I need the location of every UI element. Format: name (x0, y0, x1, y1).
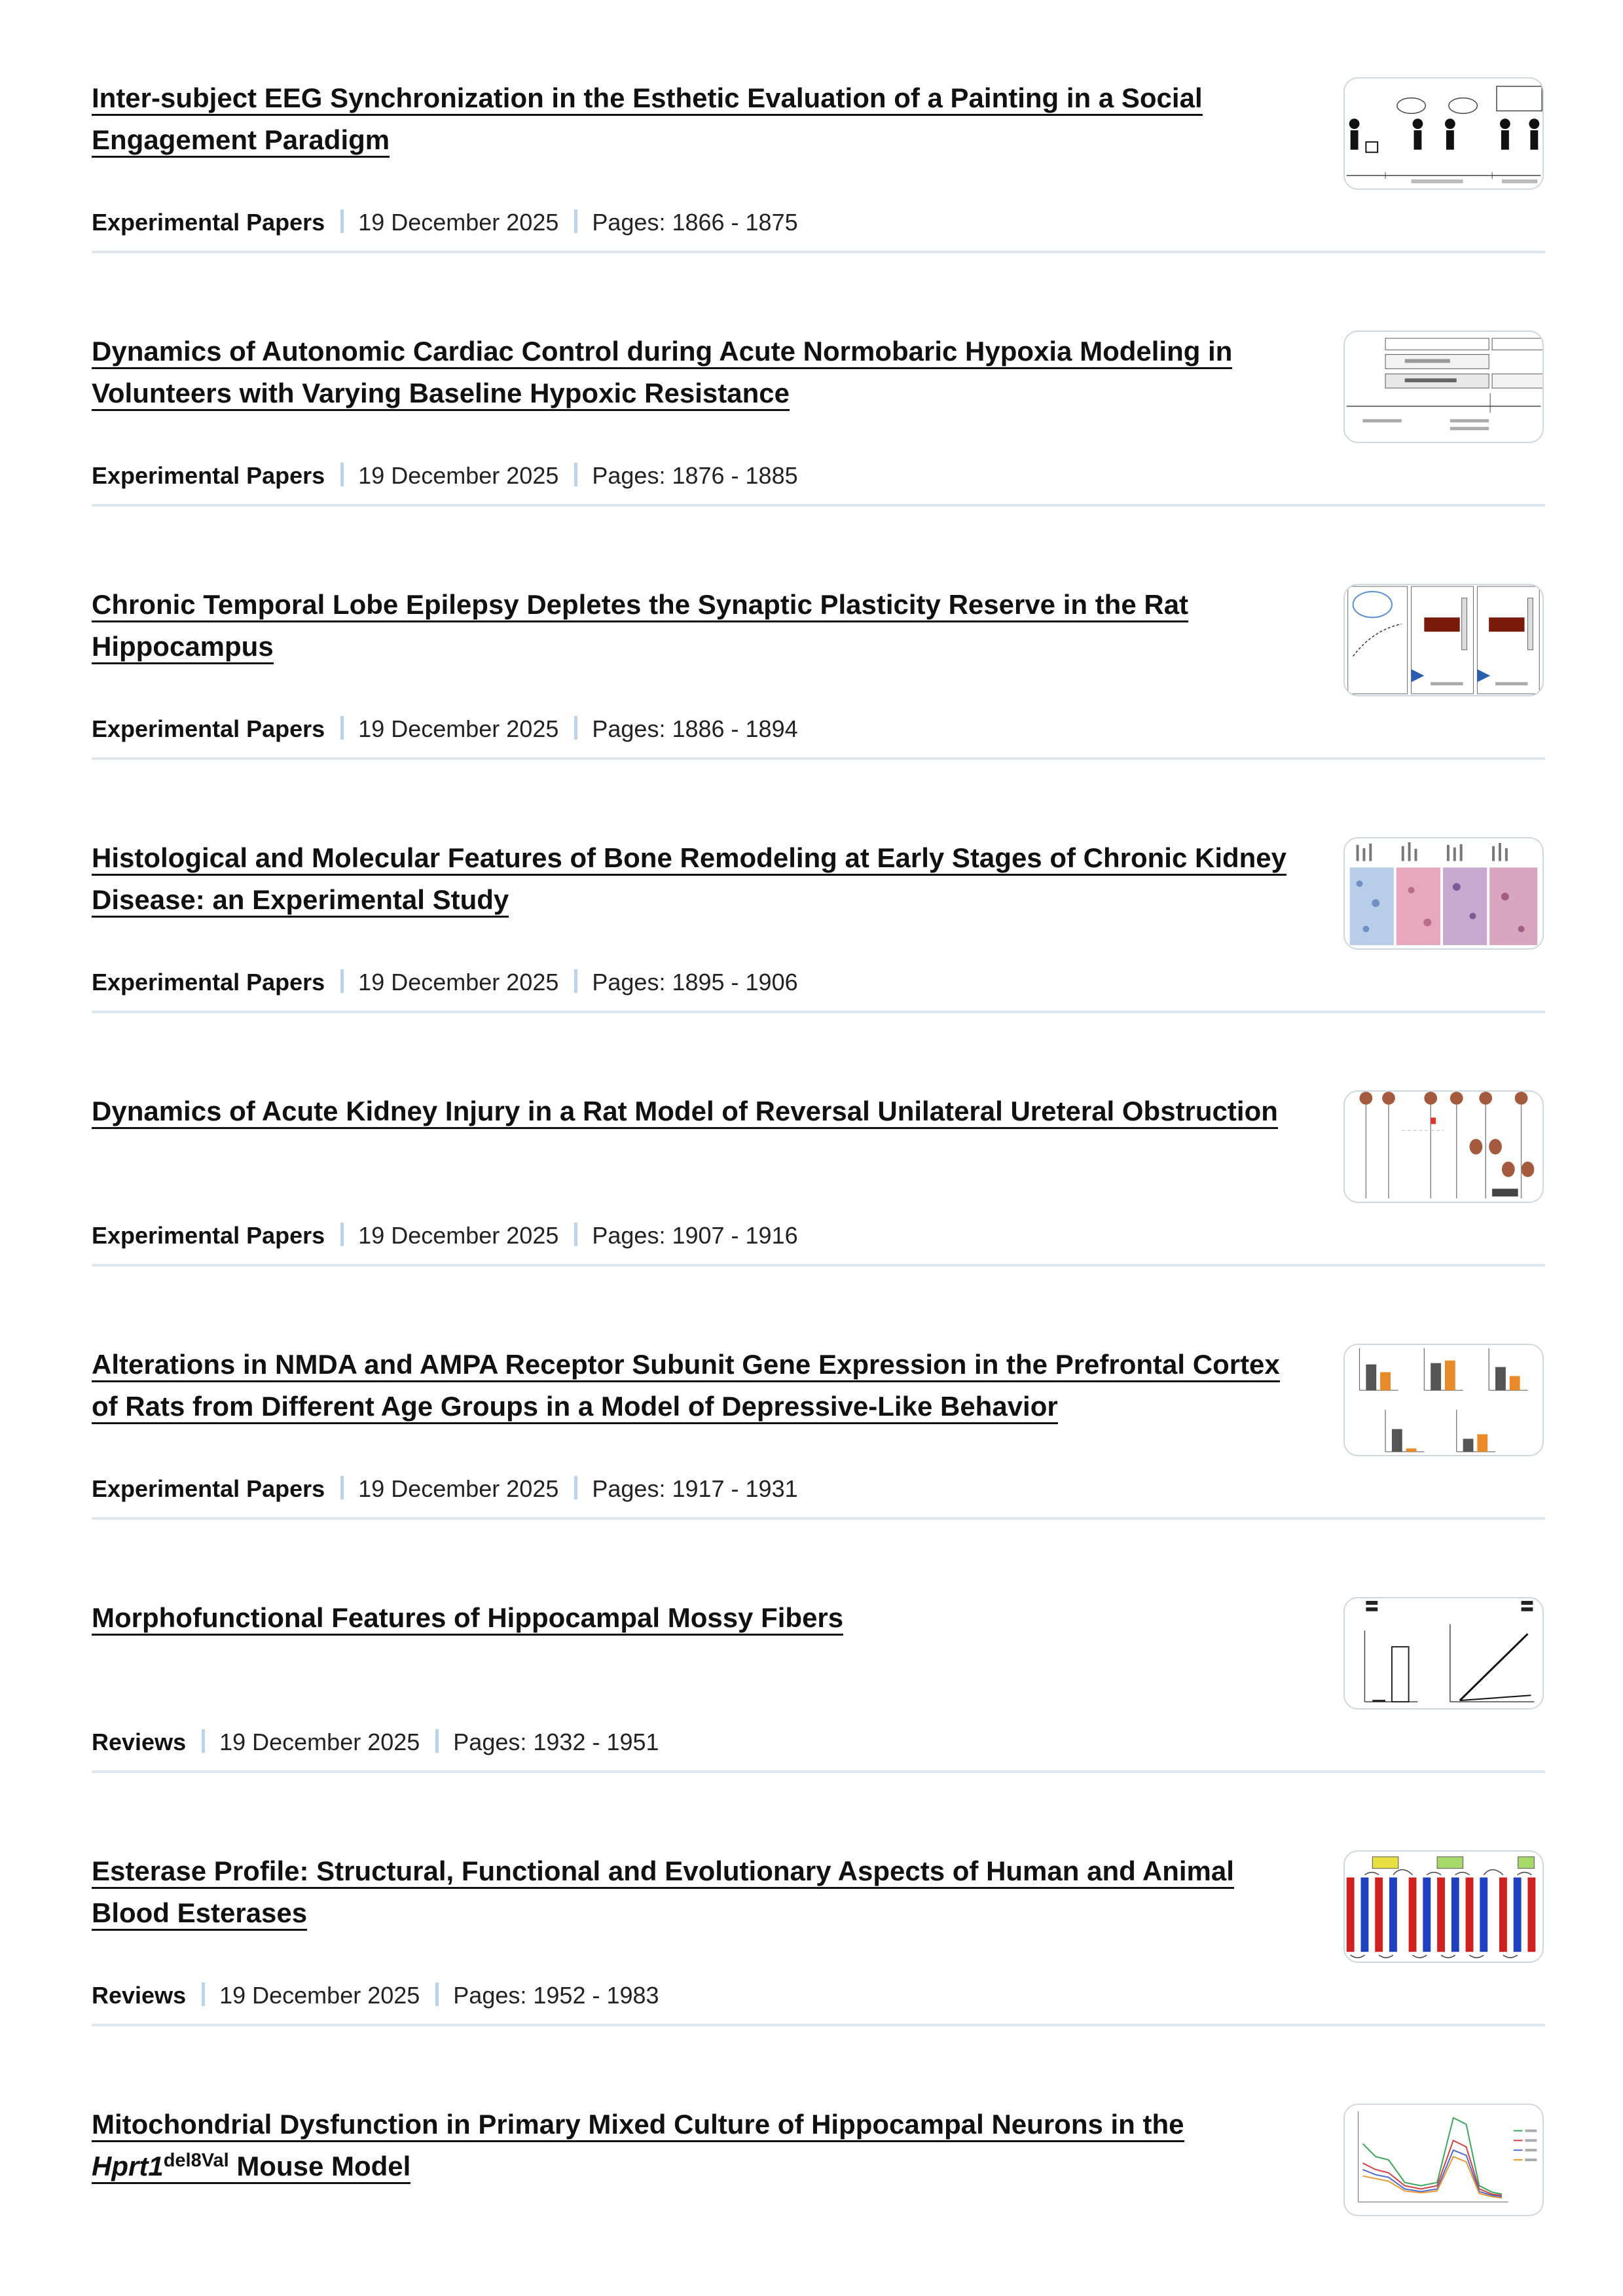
article-title (92, 77, 1290, 161)
meta-divider (435, 1982, 439, 2006)
article-type-link[interactable]: Experimental Papers (92, 209, 325, 236)
meta-divider (340, 209, 344, 233)
article-item (92, 1013, 1545, 1266)
article-title (92, 331, 1290, 414)
article-meta (92, 461, 798, 490)
meta-divider (574, 969, 577, 993)
meta-divider (574, 463, 577, 486)
article-title (92, 2104, 1290, 2187)
article-pages: Pages: 1866 - 1875 (592, 209, 798, 236)
title-text: Mitochondrial Dysfunction in Primary Mixed Culture of Hippocampal Neurons in the (92, 2109, 1184, 2140)
synaptic-plasticity-thumbnail[interactable] (1343, 584, 1544, 696)
meta-divider (340, 463, 344, 486)
meta-divider (435, 1729, 439, 1753)
article-type-link[interactable]: Reviews (92, 1982, 187, 2009)
eeg-paradigm-figure (1345, 79, 1542, 188)
article-item (92, 0, 1545, 253)
article-item (92, 1520, 1545, 1773)
hypoxic-test-timeline-figure (1345, 332, 1542, 442)
article-title-link[interactable]: Dynamics of Autonomic Cardiac Control during Acute Normobaric Hypoxia Modeling in Volunteers with Varying Baseline Hypoxic Resistance (92, 336, 1232, 411)
article-title-link[interactable]: Chronic Temporal Lobe Epilepsy Depletes the Synaptic Plasticity Reserve in the Rat Hippocampus (92, 589, 1188, 664)
esterase-structure-thumbnail[interactable] (1343, 1850, 1544, 1963)
article-title-link[interactable] (92, 2109, 1184, 2184)
article-date: 19 December 2025 (219, 1729, 420, 1755)
article-meta (92, 968, 798, 997)
article-pages: Pages: 1952 - 1983 (453, 1982, 659, 2009)
gene-expression-thumbnail[interactable] (1343, 1344, 1544, 1456)
article-item (92, 1266, 1545, 1520)
article-type-link[interactable]: Experimental Papers (92, 1222, 325, 1249)
article-title-link[interactable]: Histological and Molecular Features of Bone Remodeling at Early Stages of Chronic Kidney Disease: an Experimental Study (92, 842, 1286, 918)
article-date: 19 December 2025 (358, 969, 559, 996)
article-pages: Pages: 1876 - 1885 (592, 462, 798, 489)
gene-expression-bars-figure (1345, 1345, 1542, 1455)
article-title-link[interactable]: Morphofunctional Features of Hippocampal Mossy Fibers (92, 1602, 843, 1636)
meta-divider (202, 1982, 205, 2006)
article-meta (92, 715, 798, 744)
kidney-model-thumbnail[interactable] (1343, 1090, 1544, 1203)
article-meta (92, 208, 798, 237)
meta-divider (574, 716, 577, 740)
article-title (92, 1850, 1290, 1934)
article-title (92, 1090, 1290, 1132)
article-title-link[interactable]: Esterase Profile: Structural, Functional and Evolutionary Aspects of Human and Animal Blood Esterases (92, 1856, 1234, 1931)
meta-divider (574, 209, 577, 233)
article-title (92, 1597, 1290, 1639)
article-item (92, 1773, 1545, 2026)
article-list (92, 0, 1545, 2280)
article-item (92, 253, 1545, 507)
article-meta (92, 1728, 659, 1757)
meta-divider (574, 1476, 577, 1499)
article-item (92, 507, 1545, 760)
article-pages: Pages: 1895 - 1906 (592, 969, 798, 996)
article-title-link[interactable]: Inter-subject EEG Synchronization in the Esthetic Evaluation of a Painting in a Social Engagement Paradigm (92, 82, 1203, 158)
article-type-link[interactable]: Experimental Papers (92, 969, 325, 996)
title-superscript: del8Val (163, 2150, 229, 2171)
article-item (92, 2026, 1545, 2280)
article-pages: Pages: 1932 - 1951 (453, 1729, 659, 1755)
mossy-fibers-thumbnail[interactable] (1343, 1597, 1544, 1710)
title-gene-name: Hprt1 (92, 2151, 164, 2181)
esterase-structure-figure (1345, 1852, 1542, 1962)
article-date: 19 December 2025 (358, 715, 559, 742)
meta-divider (574, 1223, 577, 1246)
article-date: 19 December 2025 (358, 1475, 559, 1502)
article-type-link[interactable]: Experimental Papers (92, 1475, 325, 1502)
mitochondrial-line-plot-figure (1345, 2105, 1542, 2215)
article-pages: Pages: 1907 - 1916 (592, 1222, 798, 1249)
meta-divider (340, 1476, 344, 1499)
meta-divider (340, 969, 344, 993)
article-title (92, 584, 1290, 668)
article-title (92, 1344, 1290, 1427)
article-title (92, 837, 1290, 921)
article-pages: Pages: 1917 - 1931 (592, 1475, 798, 1502)
article-item (92, 760, 1545, 1013)
article-type-link[interactable]: Experimental Papers (92, 462, 325, 489)
article-meta (92, 1221, 798, 1250)
article-type-link[interactable]: Experimental Papers (92, 715, 325, 742)
histology-figure (1345, 838, 1542, 948)
synaptic-plasticity-figure (1345, 585, 1542, 695)
title-text: Mouse Model (228, 2151, 411, 2181)
article-meta (92, 1475, 798, 1503)
article-date: 19 December 2025 (358, 209, 559, 236)
mossy-fibers-figure (1345, 1598, 1542, 1708)
meta-divider (202, 1729, 205, 1753)
meta-divider (340, 1223, 344, 1246)
eeg-paradigm-thumbnail[interactable] (1343, 77, 1544, 190)
article-date: 19 December 2025 (358, 462, 559, 489)
article-date: 19 December 2025 (358, 1222, 559, 1249)
kidney-model-figure (1345, 1092, 1542, 1202)
mitochondrial-plot-thumbnail[interactable] (1343, 2104, 1544, 2216)
article-title-link[interactable]: Dynamics of Acute Kidney Injury in a Rat Model of Reversal Unilateral Ureteral Obstruction (92, 1096, 1278, 1129)
meta-divider (340, 716, 344, 740)
article-type-link[interactable]: Reviews (92, 1729, 187, 1755)
hypoxic-test-timeline-thumbnail[interactable] (1343, 331, 1544, 443)
article-title-link[interactable]: Alterations in NMDA and AMPA Receptor Subunit Gene Expression in the Prefrontal Cortex of Rats from Different Age Groups in a Model of Depressive-Like Behavior (92, 1349, 1280, 1424)
histology-thumbnail[interactable] (1343, 837, 1544, 950)
article-date: 19 December 2025 (219, 1982, 420, 2009)
article-meta (92, 1981, 659, 2010)
article-pages: Pages: 1886 - 1894 (592, 715, 798, 742)
